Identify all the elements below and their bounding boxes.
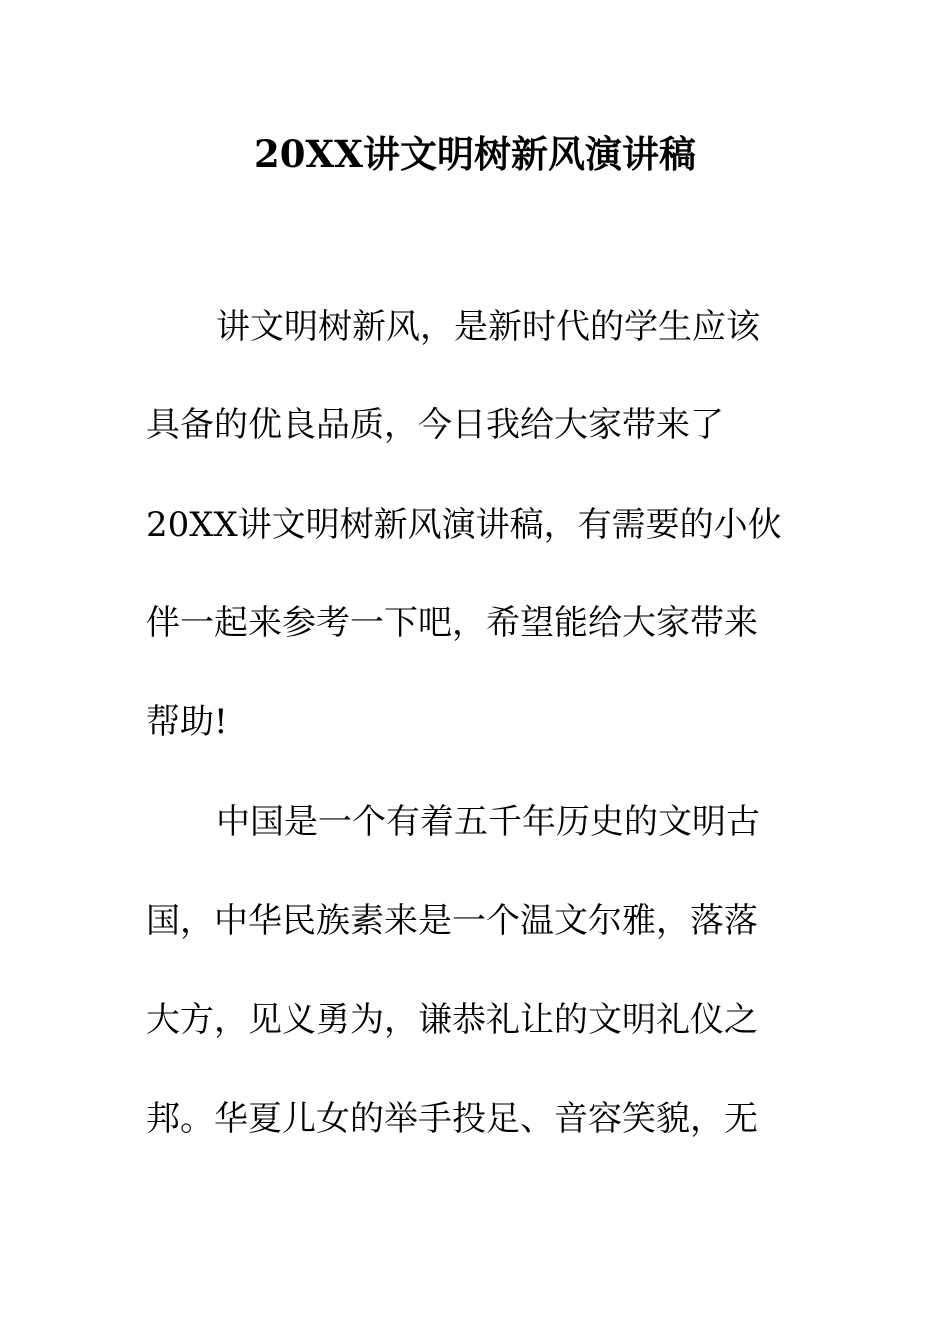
paragraph-line: 具备的优良品质，今日我给大家带来了 xyxy=(146,405,724,445)
paragraph-line: 讲文明树新风，是新时代的学生应该 xyxy=(216,307,760,347)
paragraph-line: 20XX讲文明树新风演讲稿，有需要的小伙 xyxy=(146,505,782,545)
paragraph-line: 大方，见义勇为，谦恭礼让的文明礼仪之 xyxy=(146,1000,758,1040)
paragraph-line: 伴一起来参考一下吧，希望能给大家带来 xyxy=(146,603,758,643)
paragraph-line: 国，中华民族素来是一个温文尔雅，落落 xyxy=(146,901,758,941)
document-title: 20XX讲文明树新风演讲稿 xyxy=(254,132,696,176)
paragraph-line: 邦。华夏儿女的举手投足、音容笑貌，无 xyxy=(146,1099,758,1139)
paragraph-line: 中国是一个有着五千年历史的文明古 xyxy=(216,802,760,842)
paragraph-line: 帮助! xyxy=(146,702,228,742)
